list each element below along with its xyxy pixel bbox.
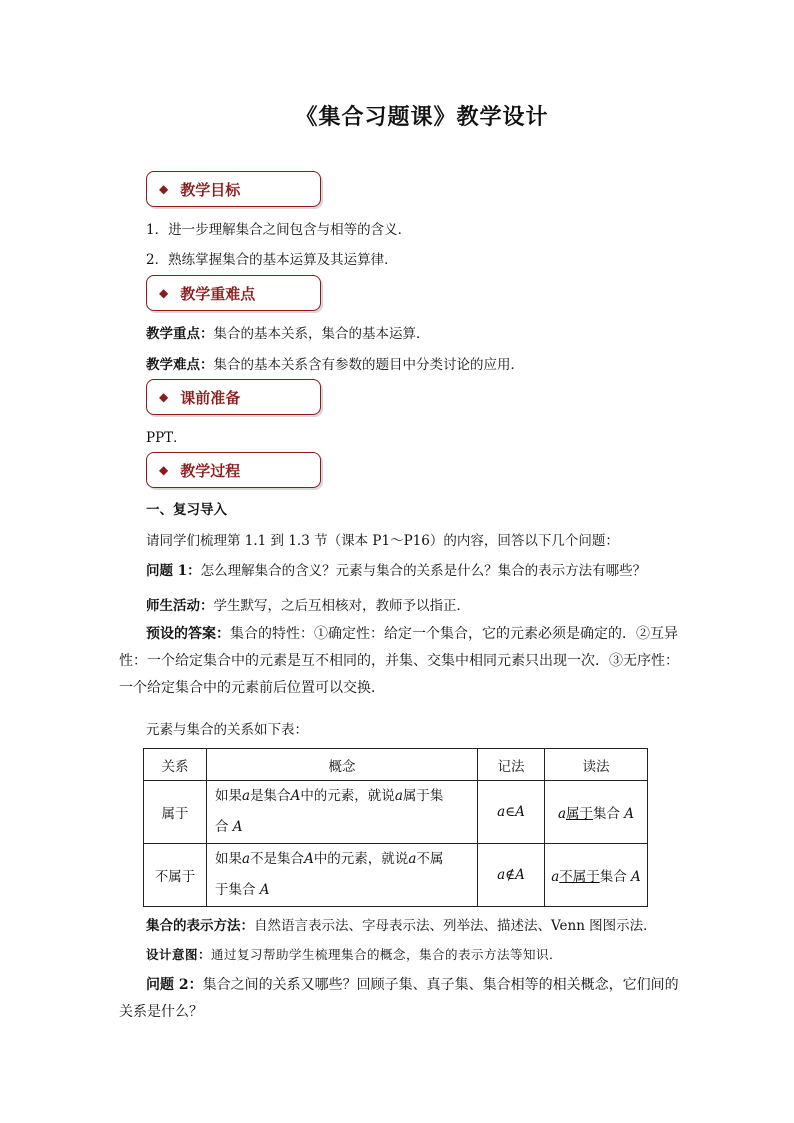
- focus-line: [146, 322, 430, 342]
- intro-text: 请同学们梳理第 1.1 到 1.3 节（课本 P1～P16）的内容，回答以下几个问题：: [146, 533, 619, 549]
- diamond-icon: ◆: [159, 182, 169, 196]
- answer-text-3: 一个给定集合中的元素前后位置可以交换．: [119, 680, 385, 696]
- header-cell: 读法: [545, 749, 648, 781]
- question-1-label: 问题 1：: [146, 563, 201, 579]
- goal-item-1: 1．进一步理解集合之间包含与相等的含义．: [146, 222, 412, 238]
- reading-cell: a属于集合 A: [545, 781, 648, 844]
- design-intent-line: [146, 945, 562, 963]
- page-title: 《集合习题课》教学设计: [295, 104, 549, 130]
- notation-cell: a∉A: [478, 844, 545, 907]
- subsection-review: 一、复习导入: [146, 502, 227, 518]
- question-2-label: 问题 2：: [146, 977, 203, 993]
- table-row: [144, 781, 648, 844]
- representation-label: 集合的表示方法：: [146, 918, 254, 934]
- relation-cell: 不属于: [144, 844, 207, 907]
- header-cell: 关系: [144, 749, 207, 781]
- design-intent-label: 设计意图：: [146, 947, 212, 962]
- difficulty-text: 集合的基本关系含有参数的题目中分类讨论的应用．: [213, 357, 524, 373]
- reading-cell: a不属于集合 A: [545, 844, 648, 907]
- diamond-icon: ◆: [159, 286, 169, 300]
- diamond-icon: ◆: [159, 463, 169, 477]
- activity-label: 师生活动：: [146, 598, 214, 614]
- section-header-key-points: [146, 275, 321, 311]
- answer-text-1: 集合的特性：①确定性：给定一个集合，它的元素必须是确定的．②互异: [230, 626, 678, 642]
- section-header-goals: [146, 171, 321, 207]
- focus-label: 教学重点：: [146, 326, 214, 342]
- activity-line: [146, 594, 470, 614]
- relation-cell: 属于: [144, 781, 207, 844]
- answer-text-2: 性：一个给定集合中的元素是互不相同的，并集、交集中相同元素只出现一次．③无序性：: [119, 653, 679, 669]
- table-intro: 元素与集合的关系如下表：: [146, 722, 308, 738]
- design-intent-text: 通过复习帮助学生梳理集合的概念，集合的表示方法等知识．: [211, 947, 563, 962]
- concept-cell: 如果a是集合A中的元素，就说a属于集 合 A: [207, 781, 478, 844]
- difficulty-label: 教学难点：: [146, 357, 214, 373]
- activity-text: 学生默写，之后互相核对，教师予以指正．: [213, 598, 470, 614]
- question-1-text: 怎么理解集合的含义？元素与集合的关系是什么？集合的表示方法有哪些？: [200, 563, 647, 579]
- header-cell: 概念: [207, 749, 478, 781]
- section-header-preparation: [146, 379, 321, 415]
- relation-table: [143, 748, 648, 907]
- table-header-row: [144, 749, 648, 781]
- representation-line: [146, 914, 657, 934]
- section-label: 教学重难点: [180, 284, 256, 303]
- focus-text: 集合的基本关系，集合的基本运算．: [213, 326, 430, 342]
- answer-paragraph: [119, 621, 679, 702]
- section-label: 教学过程: [180, 461, 241, 480]
- section-header-process: [146, 452, 321, 488]
- question-2-paragraph: [119, 972, 679, 1026]
- difficulty-line: [146, 353, 524, 373]
- representation-text: 自然语言表示法、字母表示法、列举法、描述法、Venn 图图示法．: [254, 918, 657, 934]
- question-2-text-2: 关系是什么？: [119, 1004, 203, 1020]
- question-2-text-1: 集合之间的关系又哪些？回顾子集、真子集、集合相等的相关概念，它们间的: [202, 977, 679, 993]
- section-label: 课前准备: [180, 388, 241, 407]
- concept-cell: 如果a不是集合A中的元素，就说a不属 于集合 A: [207, 844, 478, 907]
- notation-cell: a∈A: [478, 781, 545, 844]
- header-cell: 记法: [478, 749, 545, 781]
- answer-label: 预设的答案：: [146, 626, 230, 642]
- table-row: [144, 844, 648, 907]
- section-label: 教学目标: [180, 180, 241, 199]
- goal-item-2: 2．熟练掌握集合的基本运算及其运算律．: [146, 252, 398, 268]
- diamond-icon: ◆: [159, 390, 169, 404]
- preparation-text: PPT．: [146, 430, 187, 446]
- question-1: [146, 559, 646, 579]
